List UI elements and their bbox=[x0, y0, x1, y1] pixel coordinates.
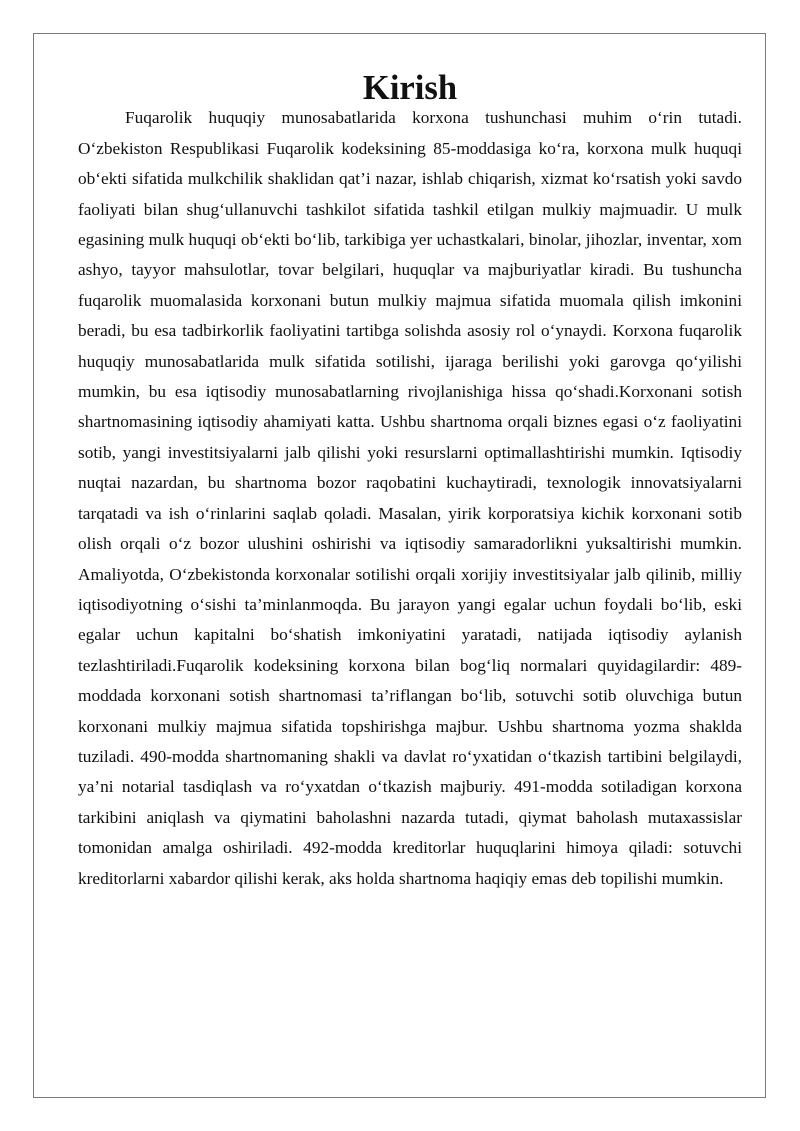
body-paragraph: Fuqarolik huquqiy munosabatlarida korxona tushunchasi muhim o‘rin tutadi. O‘zbekiston Respublikasi Fuqarolik kodeksining 85-moddasiga ko‘ra, korxona mulk huquqi ob‘ekti sifatida mulkchilik shaklidan qat’i nazar, ishlab chiqarish, xizmat ko‘rsatish yoki savdo faoliyati bilan shug‘ullanuvchi tashkilot sifatida tashkil etilgan mulkiy majmuadir. U mulk egasining mulk huquqi ob‘ekti bo‘lib, tarkibiga yer uchastkalari, binolar, jihozlar, inventar, xom ashyo, tayyor mahsulotlar, tovar belgilari, huquqlar va majburiyatlar kiradi. Bu tushuncha fuqarolik muomalasida korxonani butun mulkiy majmua sifatida muomala qilish imkonini beradi, bu esa tadbirkorlik faoliyatini tartibga solishda asosiy rol o‘ynaydi. Korxona fuqarolik huquqiy munosabatlarida mulk sifatida sotilishi, ijaraga berilishi yoki garovga qo‘yilishi mumkin, bu esa iqtisodiy munosabatlarning rivojlanishiga hissa qo‘shadi.Korxonani sotish shartnomasining iqtisodiy ahamiyati katta. Ushbu shartnoma orqali biznes egasi o‘z faoliyatini sotib, yangi investitsiyalarni jalb qilishi yoki resurslarni optimallashtirishi mumkin. Iqtisodiy nuqtai nazardan, bu shartnoma bozor raqobatini kuchaytiradi, texnologik innovatsiyalarni tarqatadi va ish o‘rinlarini saqlab qoladi. Masalan, yirik korporatsiya kichik korxonani sotib olish orqali o‘z bozor ulushini oshirishi va iqtisodiy samaradorlikni yuksaltirishi mumkin. Amaliyotda, O‘zbekistonda korxonalar sotilishi orqali xorijiy investitsiyalar jalb qilinib, milliy iqtisodiyotning o‘sishi ta’minlanmoqda. Bu jarayon yangi egalar uchun foydali bo‘lib, eski egalar uchun kapitalni bo‘shatish imkoniyatini yaratadi, natijada iqtisodiy aylanish tezlashtiriladi.Fuqarolik kodeksining korxona bilan bog‘liq normalari quyidagilardir: 489-moddada korxonani sotish shartnomasi ta’riflangan bo‘lib, sotuvchi sotib oluvchiga butun korxonani mulkiy majmua sifatida topshirishga majbur. Ushbu shartnoma yozma shaklda tuziladi. 490-modda shartnomaning shakli va davlat ro‘yxatidan o‘tkazish tartibini belgilaydi, ya’ni notarial tasdiqlash va ro‘yxatdan o‘tkazish majburiy. 491-modda sotiladigan korxona tarkibini aniqlash va qiymatini baholashni nazarda tutadi, qiymat baholash mutaxassislar tomonidan amalga oshiriladi. 492-modda kreditorlar huquqlarini himoya qiladi: sotuvchi kreditorlarni xabardor qilishi kerak, aks holda shartnoma haqiqiy emas deb topilishi mumkin. bbox=[78, 108, 742, 888]
document-title: Kirish bbox=[362, 69, 458, 107]
document-body bbox=[78, 69, 742, 894]
